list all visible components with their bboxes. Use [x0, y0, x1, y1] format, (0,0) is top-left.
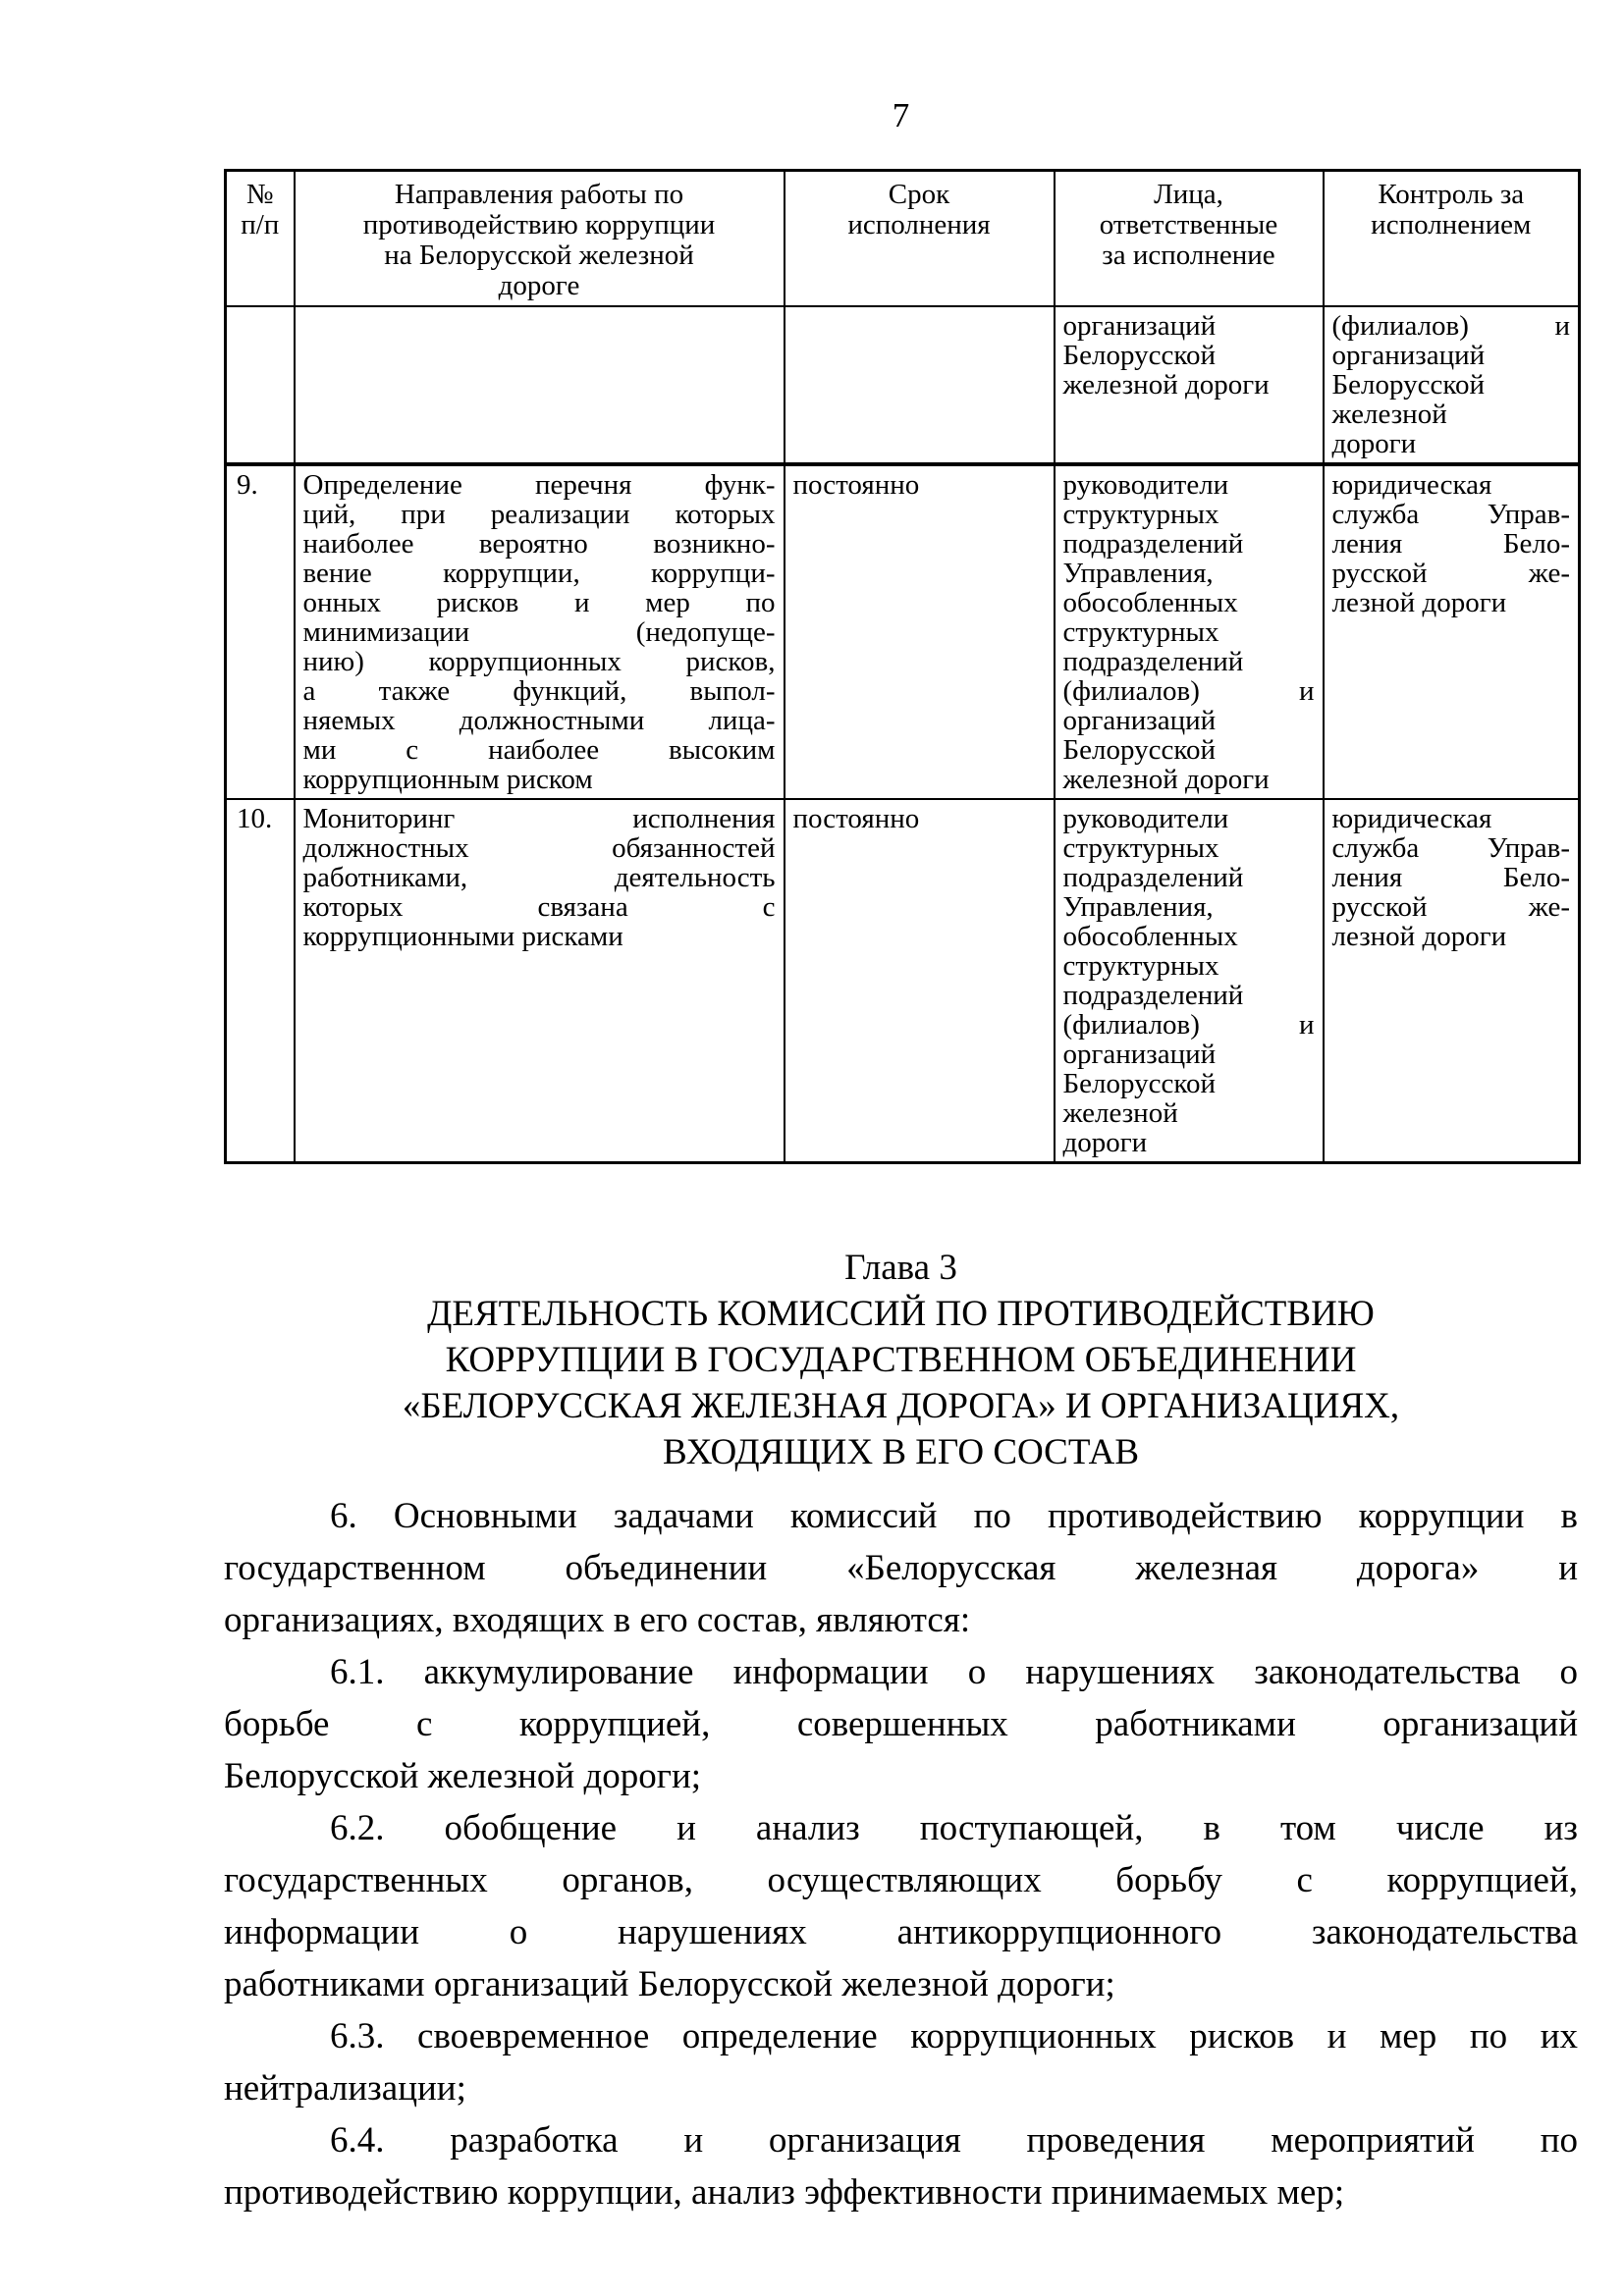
paragraph-6: 6. Основными задачами комиссий по противодействию коррупции в государственном объединении «Белорусская железная дорога» и организациях, входящих в его состав, являются: [224, 1496, 1578, 1640]
direction-cell [295, 306, 785, 464]
direction-cell: Определение перечня функ- ций, при реализации которых наиболее вероятно возникно- вение коррупции, коррупци- онных рисков и мер по минимизации (недопуще- нию) коррупционных рисков, а также функций, выпол- няемых должностными лица- ми с наиболее высоким коррупционным риском [295, 464, 785, 799]
responsible-cell: руководители структурных подразделений Управления, обособленных структурных подразделений (филиалов) и организаций Белорусской железной дороги [1055, 464, 1324, 799]
chapter-heading [224, 1245, 1578, 1475]
paragraph-6-1: 6.1. аккумулирование информации о нарушениях законодательства о борьбе с коррупцией, совершенных работниками организаций Белорусской железной дороги; [224, 1652, 1578, 1796]
row-number-cell: 10. [226, 799, 295, 1163]
paragraph-6-4: 6.4. разработка и организация проведения мероприятий по противодействию коррупции, анализ эффективности принимаемых мер; [224, 2120, 1578, 2213]
header-cell-control: Контроль за исполнением [1324, 171, 1580, 307]
anticorruption-plan-table [224, 169, 1581, 1164]
header-cell-term: Срок исполнения [785, 171, 1055, 307]
row-number-cell [226, 306, 295, 464]
term-cell: постоянно [785, 799, 1055, 1163]
header-cell-number: № п/п [226, 171, 295, 307]
chapter-label: Глава 3 [844, 1248, 957, 1288]
anticorruption-plan-table-container [224, 169, 1581, 1164]
term-cell: постоянно [785, 464, 1055, 799]
chapter-title: ДЕЯТЕЛЬНОСТЬ КОМИССИЙ ПО ПРОТИВОДЕЙСТВИЮ КОРРУПЦИИ В ГОСУДАРСТВЕННОМ ОБЪЕДИНЕНИИ «БЕЛОРУССКАЯ ЖЕЛЕЗНАЯ ДОРОГА» И ОРГАНИЗАЦИЯХ, ВХОДЯЩИХ В ЕГО СОСТАВ [402, 1294, 1400, 1472]
table-row-10 [226, 799, 1580, 1163]
control-cell: (филиалов) и организаций Белорусской железной дороги [1324, 306, 1580, 464]
header-cell-direction: Направления работы по противодействию коррупции на Белорусской железной дороге [295, 171, 785, 307]
table-row-9 [226, 464, 1580, 799]
control-cell: юридическая служба Управ- ления Бело- русской же- лезной дороги [1324, 464, 1580, 799]
paragraph-6-3: 6.3. своевременное определение коррупционных рисков и мер по их нейтрализации; [224, 2016, 1578, 2109]
paragraph-6-2: 6.2. обобщение и анализ поступающей, в том числе из государственных органов, осуществляющих борьбу с коррупцией, информации о нарушениях антикоррупционного законодательства работниками организаций Белорусской железной дороги; [224, 1808, 1578, 2004]
body-text [224, 1490, 1578, 2218]
term-cell [785, 306, 1055, 464]
header-cell-responsible: Лица, ответственные за исполнение [1055, 171, 1324, 307]
control-cell: юридическая служба Управ- ления Бело- русской же- лезной дороги [1324, 799, 1580, 1163]
table-row-continuation [226, 306, 1580, 464]
row-number-cell: 9. [226, 464, 295, 799]
responsible-cell: организаций Белорусской железной дороги [1055, 306, 1324, 464]
page-number: 7 [892, 96, 910, 134]
table-header-row [226, 171, 1580, 307]
direction-cell: Мониторинг исполнения должностных обязанностей работниками, деятельность которых связана с коррупционными рисками [295, 799, 785, 1163]
responsible-cell: руководители структурных подразделений Управления, обособленных структурных подразделений (филиалов) и организаций Белорусской железной дороги [1055, 799, 1324, 1163]
